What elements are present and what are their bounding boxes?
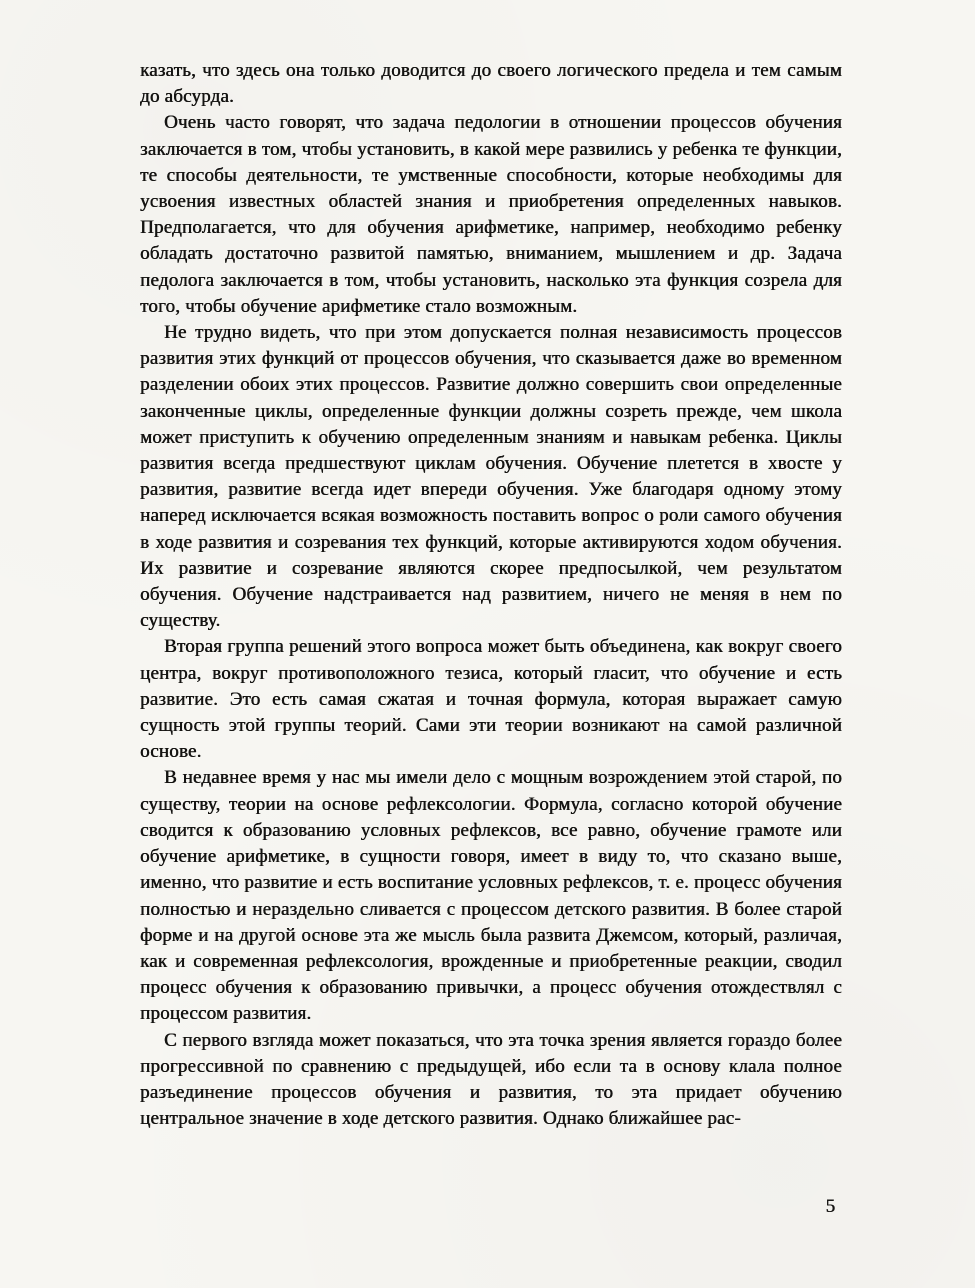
paragraph: В недавнее время у нас мы имели дело с мощным возрождением этой старой, по существу, теории на основе рефлексологии. Формула, согласно которой обучение сводится к образованию условных рефлексов, все равно, обучение грамоте или обучение арифметике, в сущности говоря, имеет в виду то, что сказано выше, именно, что развитие и есть воспитание условных рефлексов, т. е. процесс обучения полностью и нераздельно сливается с процессом детского развития. В более старой форме и на другой основе эта же мысль была развита Джемсом, который, различая, как и современная рефлексология, врожденные и приобретенные реакции, сводил процесс обучения к образованию привычки, а процесс обучения отождествлял с процессом развития. [140,767,842,1025]
paragraph: Не трудно видеть, что при этом допускается полная независимость процессов развития этих функций от процессов обучения, что сказывается даже во временном разделении обоих этих процессов. Развитие должно совершить свои определенные законченные циклы, определенные функции должны созреть прежде, чем школа может приступить к обучению определенным знаниям и навыкам ребенка. Циклы развития всегда предшествуют циклам обучения. Обучение плетется в хвосте у развития, развитие всегда идет впереди обучения. Уже благодаря одному этому наперед исключается всякая возможность поставить вопрос о роли самого обучения в ходе развития и созревания тех функций, которые активируются ходом обучения. Их развитие и созревание являются скорее предпосылкой, чем результатом обучения. Обучение надстраивается над развитием, ничего не меняя в нем по существу. [140,322,842,632]
paragraph: Вторая группа решений этого вопроса может быть объединена, как вокруг своего центра, вокруг противоположного тезиса, который гласит, что обучение и есть развитие. Это есть самая сжатая и точная формула, которая выражает самую сущность этой группы теорий. Сами эти теории возникают на самой различной основе. [140,636,842,763]
paragraph: Очень часто говорят, что задача педологии в отношении процессов обучения заключается в том, чтобы установить, в какой мере развились у ребенка те функции, те способы деятельности, те умственные способности, которые необходимы для усвоения известных областей знания и приобретения определенных навыков. Предполагается, что для обучения арифметике, например, необходимо ребенку обладать достаточно развитой памятью, вниманием, мышлением и др. Задача педолога заключается в том, чтобы установить, насколько эта функция созрела для того, чтобы обучение арифметике стало возможным. [140,112,842,317]
paragraph: С первого взгляда может показаться, что эта точка зрения является гораздо более прогрессивной по сравнению с предыдущей, ибо если та в основу клала полное разъединение процессов обучения и развития, то эта придает обучению центральное значение в ходе детского развития. Однако ближайшее рас- [140,1029,842,1130]
page-number: 5 [825,1196,835,1217]
paragraph-continuation: казать, что здесь она только доводится до своего логического предела и тем самым до абсурда. [140,60,842,108]
body-text [140,58,842,1132]
